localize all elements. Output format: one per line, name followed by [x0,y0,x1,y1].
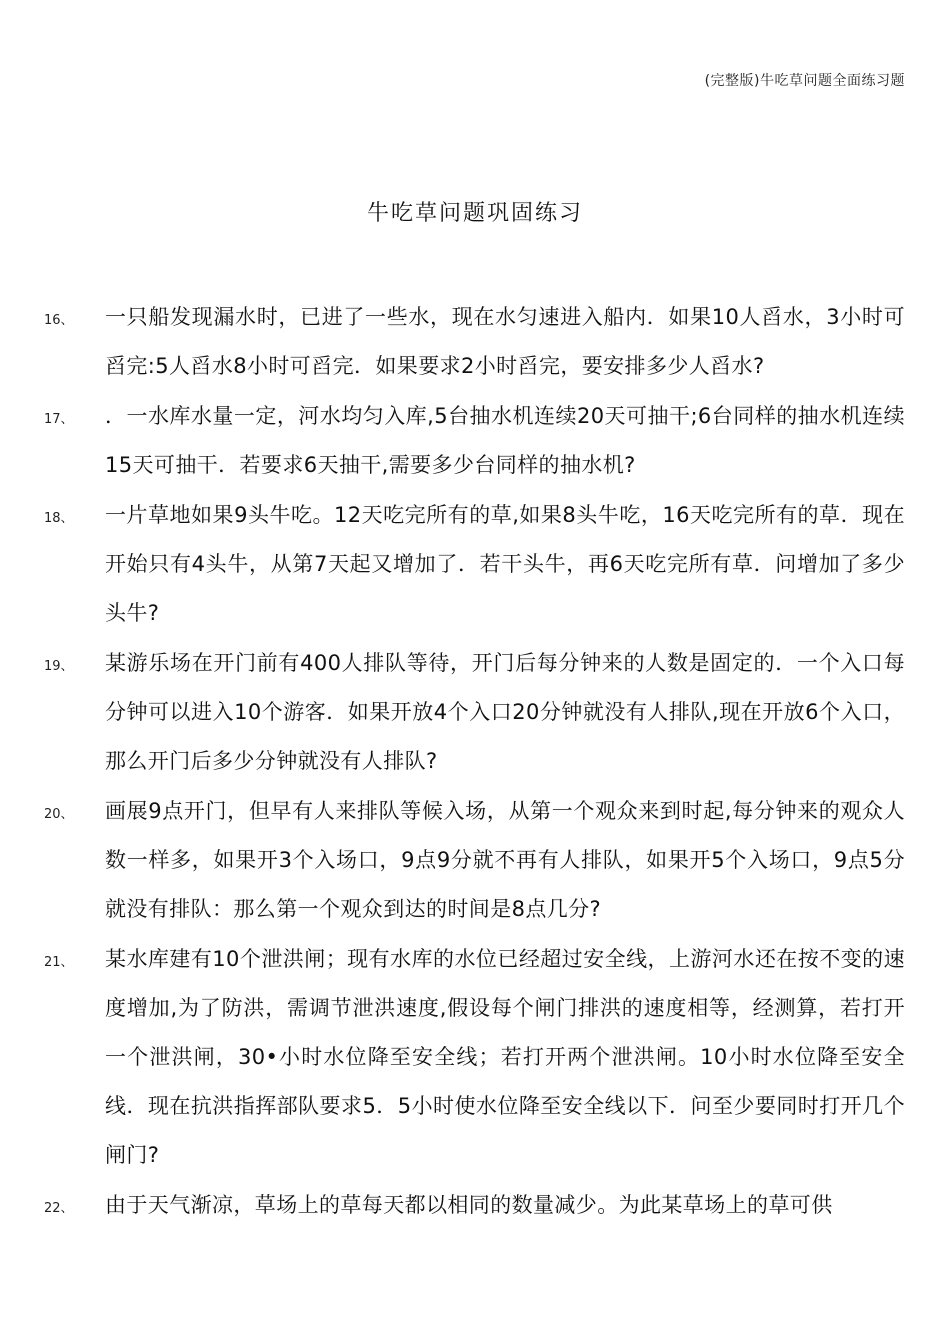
problem-19 [0,639,950,786]
problem-17 [0,392,950,490]
problem-number: 21、 [44,955,74,970]
problem-20 [0,787,950,934]
problem-text: 画展9点开门，但早有人来排队等候入场，从第一个观众来到时起,每分钟来的观众人数一样多，如果开3个入场口，9点9分就不再有人排队，如果开5个入场口，9点5分就没有排队：那么第一个观众到达的时间是8点几分? [105,799,905,921]
problem-number: 19、 [44,659,74,674]
problem-21 [0,935,950,1180]
problem-text: 某游乐场在开门前有400人排队等待，开门后每分钟来的人数是固定的．一个入口每分钟可以进入10个游客．如果开放4个入口20分钟就没有人排队,现在开放6个入口，那么开门后多少分钟就没有人排队? [105,651,905,773]
problem-text: 一片草地如果9头牛吃。12天吃完所有的草,如果8头牛吃，16天吃完所有的草．现在开始只有4头牛，从第7天起又增加了．若干头牛，再6天吃完所有草．问增加了多少头牛? [105,503,905,625]
problem-number: 17、 [44,412,74,427]
problem-list [0,293,950,1231]
page-title: 牛吃草问题巩固练习 [366,201,583,226]
problem-16 [0,293,950,391]
problem-text: 由于天气渐凉，草场上的草每天都以相同的数量减少。为此某草场上的草可供 [105,1193,833,1217]
problem-text: 某水库建有10个泄洪闸；现有水库的水位已经超过安全线，上游河水还在按不变的速度增加,为了防洪，需调节泄洪速度,假设每个闸门排洪的速度相等，经测算，若打开一个泄洪闸，30•小时水位降至安全线；若打开两个泄洪闸。10小时水位降至安全线．现在抗洪指挥部队要求5．5小时使水位降至安全线以下．问至少要同时打开几个闸门? [105,947,905,1167]
running-header: (完整版)牛吃草问题全面练习题 [704,73,905,89]
problem-22 [0,1181,950,1230]
problem-number: 20、 [44,807,74,822]
problem-18 [0,491,950,638]
problem-number: 18、 [44,511,74,526]
problem-text: 一只船发现漏水时，已进了一些水，现在水匀速进入船内．如果10人舀水，3小时可舀完:5人舀水8小时可舀完．如果要求2小时舀完，要安排多少人舀水? [105,305,905,378]
problem-text: ．一水库水量一定，河水均匀入库,5台抽水机连续20天可抽干;6台同样的抽水机连续15天可抽干．若要求6天抽干,需要多少台同样的抽水机? [105,404,905,477]
problem-number: 22、 [44,1201,74,1216]
problem-number: 16、 [44,313,74,328]
